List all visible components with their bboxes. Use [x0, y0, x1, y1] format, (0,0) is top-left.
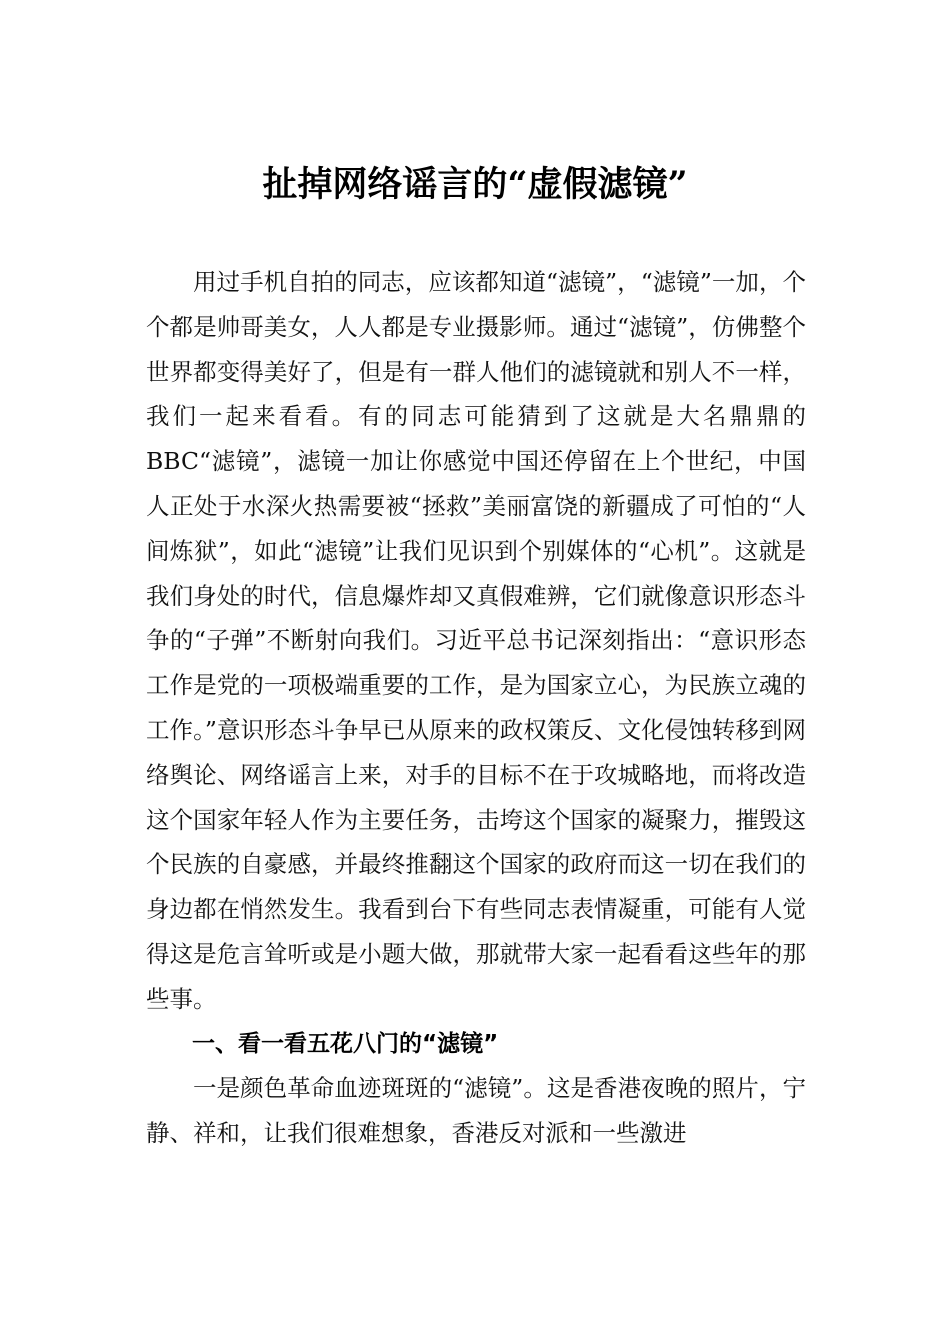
document-body	[146, 260, 806, 1156]
section-heading: 一、看一看五花八门的“滤镜”	[192, 1030, 499, 1057]
body-paragraph: 用过手机自拍的同志，应该都知道“滤镜”，“滤镜”一加，个个都是帅哥美女，人人都是专业摄影师。通过“滤镜”，仿佛整个世界都变得美好了，但是有一群人他们的滤镜就和别人不一样，我们一起来看看。有的同志可能猜到了这就是大名鼎鼎的BBC“滤镜”，滤镜一加让你感觉中国还停留在上个世纪，中国人正处于水深火热需要被“拯救”美丽富饶的新疆成了可怕的“人间炼狱”，如此“滤镜”让我们见识到个别媒体的“心机”。这就是我们身处的时代，信息爆炸却又真假难辨，它们就像意识形态斗争的“子弹”不断射向我们。习近平总书记深刻指出：“意识形态工作是党的一项极端重要的工作，是为国家立心，为民族立魂的工作。”意识形态斗争早已从原来的政权策反、文化侵蚀转移到网络舆论、网络谣言上来，对手的目标不在于攻城略地，而将改造这个国家年轻人作为主要任务，击垮这个国家的凝聚力，摧毁这个民族的自豪感，并最终推翻这个国家的政府而这一切在我们的身边都在悄然发生。我看到台下有些同志表情凝重，可能有人觉得这是危言耸听或是小题大做，那就带大家一起看看这些年的那些事。	[146, 268, 806, 1013]
body-paragraph: 一是颜色革命血迹斑斑的“滤镜”。这是香港夜晚的照片，宁静、祥和，让我们很难想象，香港反对派和一些激进	[146, 1074, 806, 1148]
document-title: 扯掉网络谣言的“虚假滤镜”	[262, 164, 688, 205]
